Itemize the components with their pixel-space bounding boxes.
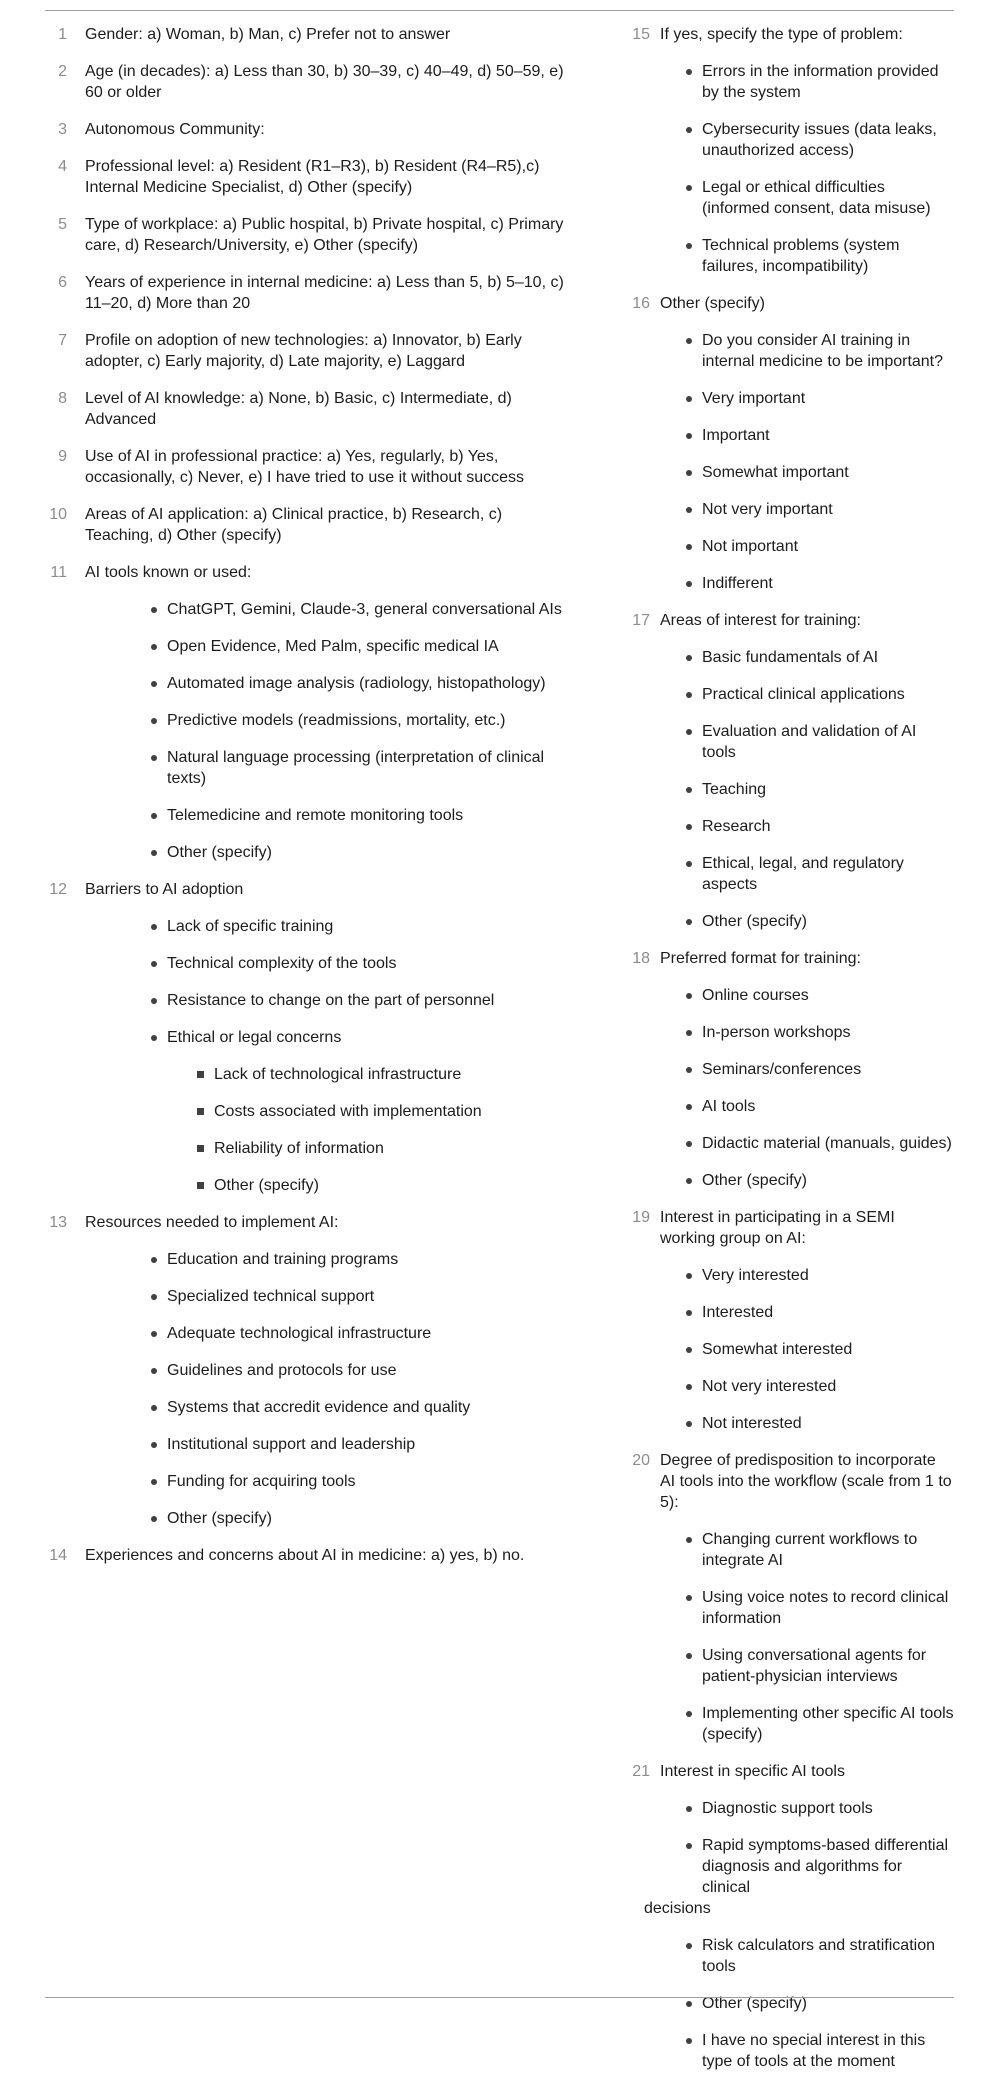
question-text: Other (specify) xyxy=(660,295,765,312)
bullet-item xyxy=(45,1138,630,1159)
bullet-text: In-person workshops xyxy=(702,1024,851,1041)
bullet-dot-icon xyxy=(151,1368,157,1374)
bullet-item xyxy=(630,119,954,161)
bullet-text: Guidelines and protocols for use xyxy=(167,1362,397,1379)
bullet-dot-icon xyxy=(686,507,692,513)
bullet-item xyxy=(630,1265,954,1286)
bullet-text: Risk calculators and stratification tools xyxy=(702,1937,935,1975)
bullet-dot-icon xyxy=(151,607,157,613)
bullet-item xyxy=(45,1027,630,1048)
bullet-item xyxy=(45,1508,630,1529)
bullet-dot-icon xyxy=(686,1943,692,1949)
bullet-text: Ethical or legal concerns xyxy=(167,1029,342,1046)
bullet-item xyxy=(45,599,630,620)
bullet-item xyxy=(45,1064,630,1085)
bullet-dot-icon xyxy=(686,1030,692,1036)
question-text: Years of experience in internal medicine: a) Less than 5, b) 5–10, c) 11–20, d) More than 20 xyxy=(85,274,564,312)
question-item xyxy=(45,446,630,488)
bullet-item xyxy=(630,388,954,409)
bullet-dot-icon xyxy=(686,1806,692,1812)
bullet-text: Not interested xyxy=(702,1415,802,1432)
bullet-text: I have no special interest in this type of tools at the moment xyxy=(702,2032,926,2070)
bullet-text: Other (specify) xyxy=(702,1995,807,2012)
bullet-text: Very important xyxy=(702,390,806,407)
question-number: 8 xyxy=(58,390,67,407)
question-text: Areas of AI application: a) Clinical practice, b) Research, c) Teaching, d) Other (specify) xyxy=(85,506,503,544)
bullet-text: Research xyxy=(702,818,771,835)
bullet-item xyxy=(630,1302,954,1323)
question xyxy=(45,156,630,198)
bullet-text: Not very important xyxy=(702,501,833,518)
bullet-item xyxy=(630,330,954,372)
bullet-item xyxy=(45,1397,630,1418)
question-text: Age (in decades): a) Less than 30, b) 30–39, c) 40–49, d) 50–59, e) 60 or older xyxy=(85,63,564,101)
bullet-item xyxy=(45,1286,630,1307)
question-item xyxy=(630,948,954,1191)
bullet-square-icon xyxy=(197,1182,204,1189)
bullet-text: AI tools xyxy=(702,1098,756,1115)
bullet-dot-icon xyxy=(151,1405,157,1411)
question-number: 2 xyxy=(58,63,67,80)
bullet-text: Other (specify) xyxy=(214,1177,319,1194)
question-text: If yes, specify the type of problem: xyxy=(660,26,903,43)
column-left xyxy=(45,24,630,1582)
question xyxy=(45,504,630,546)
bullet-text: Lack of technological infrastructure xyxy=(214,1066,462,1083)
bullet-dot-icon xyxy=(686,396,692,402)
bullet-dot-icon xyxy=(686,861,692,867)
bullet-text: Using conversational agents for patient-physician interviews xyxy=(702,1647,927,1685)
bullet-dot-icon xyxy=(151,998,157,1004)
bullet-item xyxy=(630,1133,954,1154)
question-number: 11 xyxy=(50,564,67,581)
bullet-dot-icon xyxy=(686,1537,692,1543)
bullet-item xyxy=(630,911,954,932)
bullet-text: Online courses xyxy=(702,987,809,1004)
bullet-dot-icon xyxy=(151,1516,157,1522)
bullet-item xyxy=(630,1170,954,1191)
bullet-text: Changing current workflows to integrate AI xyxy=(702,1531,918,1569)
bullet-item xyxy=(630,1798,954,1819)
bullet-item xyxy=(45,1249,630,1270)
bullet-item xyxy=(630,1096,954,1117)
bullet-text: Other (specify) xyxy=(702,913,807,930)
bullet-item xyxy=(45,805,630,826)
bullet-text: Not very interested xyxy=(702,1378,837,1395)
bullet-item xyxy=(45,747,630,789)
question-item xyxy=(45,24,630,45)
question-item xyxy=(630,293,954,594)
bullet-item xyxy=(45,710,630,731)
bullet-text: Basic fundamentals of AI xyxy=(702,649,879,666)
question-number: 1 xyxy=(58,26,67,43)
question-text: Gender: a) Woman, b) Man, c) Prefer not to answer xyxy=(85,26,451,43)
question-text: Use of AI in professional practice: a) Yes, regularly, b) Yes, occasionally, c) Never, e) I have tried to use it without success xyxy=(85,448,525,486)
bullet-item xyxy=(45,1360,630,1381)
bullet-item xyxy=(630,61,954,103)
bullet-dot-icon xyxy=(686,470,692,476)
bullet-item xyxy=(630,1645,954,1687)
bullet-text: Adequate technological infrastructure xyxy=(167,1325,432,1342)
question xyxy=(45,24,630,45)
question-text: Experiences and concerns about AI in medicine: a) yes, b) no. xyxy=(85,1547,525,1564)
bullet-text: Implementing other specific AI tools (specify) xyxy=(702,1705,954,1743)
bullet-item xyxy=(45,1434,630,1455)
question-item xyxy=(45,388,630,430)
bullet-text: Technical complexity of the tools xyxy=(167,955,397,972)
question xyxy=(45,1212,630,1233)
bullet-text: Somewhat interested xyxy=(702,1341,853,1358)
bullet-dot-icon xyxy=(151,924,157,930)
bullet-dot-icon xyxy=(686,1310,692,1316)
question-text: Barriers to AI adoption xyxy=(85,881,244,898)
bullet-dot-icon xyxy=(686,993,692,999)
question-number: 20 xyxy=(632,1452,650,1469)
bullet-text: Practical clinical applications xyxy=(702,686,905,703)
bullet-text: Funding for acquiring tools xyxy=(167,1473,356,1490)
question-item xyxy=(45,214,630,256)
bullet-dot-icon xyxy=(686,1067,692,1073)
question-item xyxy=(45,1212,630,1529)
question-number: 10 xyxy=(49,506,67,523)
bullet-dot-icon xyxy=(686,544,692,550)
question-number: 16 xyxy=(632,295,650,312)
bullet-text: Specialized technical support xyxy=(167,1288,375,1305)
question-item xyxy=(45,1545,630,1566)
bullet-item xyxy=(630,1413,954,1434)
question-text: Areas of interest for training: xyxy=(660,612,861,629)
question xyxy=(630,1761,954,1782)
bullet-text: Other (specify) xyxy=(702,1172,807,1189)
bullet-text: Errors in the information provided by the system xyxy=(702,63,939,101)
bullet-text: Indifferent xyxy=(702,575,773,592)
bullet-text: Other (specify) xyxy=(167,1510,272,1527)
bullet-item xyxy=(630,1339,954,1360)
question-text: AI tools known or used: xyxy=(85,564,252,581)
bullet-item xyxy=(630,536,954,557)
bullet-text: Didactic material (manuals, guides) xyxy=(702,1135,952,1152)
bullet-dot-icon xyxy=(686,1595,692,1601)
bullet-square-icon xyxy=(197,1108,204,1115)
bullet-dot-icon xyxy=(151,681,157,687)
bullet-text: Not important xyxy=(702,538,799,555)
question xyxy=(45,61,630,103)
bullet-dot-icon xyxy=(686,127,692,133)
bullet-text: Do you consider AI training in internal medicine to be important? xyxy=(702,332,944,370)
bullet-item xyxy=(630,1935,954,1977)
bullet-text xyxy=(644,1835,954,1919)
bullet-dot-icon xyxy=(686,1273,692,1279)
question-text: Degree of predisposition to incorporate AI tools into the workflow (scale from 1 to 5): xyxy=(660,1452,952,1511)
question xyxy=(45,562,630,583)
question-number: 3 xyxy=(58,121,67,138)
bullet-dot-icon xyxy=(151,961,157,967)
bullet-text: Resistance to change on the part of personnel xyxy=(167,992,495,1009)
bullet-dot-icon xyxy=(686,824,692,830)
question-item xyxy=(45,504,630,546)
bullet-item xyxy=(630,2030,954,2072)
bullet-text: Very interested xyxy=(702,1267,809,1284)
bullet-dot-icon xyxy=(151,1035,157,1041)
bullet-text: Teaching xyxy=(702,781,767,798)
question-number: 21 xyxy=(632,1763,650,1780)
bullet-item xyxy=(630,573,954,594)
bullet-text: Open Evidence, Med Palm, specific medical IA xyxy=(167,638,499,655)
bullet-dot-icon xyxy=(686,1178,692,1184)
question-item xyxy=(630,1761,954,2072)
bullet-item xyxy=(45,1101,630,1122)
question xyxy=(630,1207,954,1249)
question-number: 13 xyxy=(49,1214,67,1231)
bullet-item xyxy=(45,953,630,974)
bullet-item xyxy=(630,1529,954,1571)
bullet-dot-icon xyxy=(686,581,692,587)
bullet-dot-icon xyxy=(686,1711,692,1717)
bullet-item xyxy=(630,1376,954,1397)
bullet-dot-icon xyxy=(686,1141,692,1147)
question xyxy=(630,948,954,969)
bullet-text-line: Rapid symptoms-based differential xyxy=(702,1837,949,1854)
top-rule xyxy=(45,10,954,11)
bullet-item xyxy=(630,235,954,277)
question-text: Type of workplace: a) Public hospital, b) Private hospital, c) Primary care, d) Research/University, e) Other (specify) xyxy=(85,216,564,254)
question-text: Preferred format for training: xyxy=(660,950,861,967)
bullet-dot-icon xyxy=(151,813,157,819)
question-number: 18 xyxy=(632,950,650,967)
question xyxy=(45,1545,630,1566)
question-text: Resources needed to implement AI: xyxy=(85,1214,339,1231)
bullet-item xyxy=(630,1059,954,1080)
bullet-dot-icon xyxy=(686,2038,692,2044)
bullet-item xyxy=(630,684,954,705)
question-number: 6 xyxy=(58,274,67,291)
question-item xyxy=(630,1450,954,1745)
bullet-dot-icon xyxy=(686,2001,692,2007)
question-item xyxy=(45,61,630,103)
bullet-square-icon xyxy=(197,1145,204,1152)
bullet-item xyxy=(630,985,954,1006)
question-number: 14 xyxy=(49,1547,67,1564)
bullet-text: Using voice notes to record clinical information xyxy=(702,1589,949,1627)
bullet-text: Costs associated with implementation xyxy=(214,1103,482,1120)
bullet-item xyxy=(630,1022,954,1043)
question-item xyxy=(45,562,630,863)
bullet-text: Seminars/conferences xyxy=(702,1061,862,1078)
bullet-item xyxy=(630,177,954,219)
bullet-dot-icon xyxy=(151,1442,157,1448)
question-item xyxy=(630,610,954,932)
bullet-text: Somewhat important xyxy=(702,464,849,481)
bullet-dot-icon xyxy=(686,433,692,439)
bullet-item xyxy=(630,462,954,483)
question-item xyxy=(45,156,630,198)
bullet-text: Legal or ethical difficulties (informed consent, data misuse) xyxy=(702,179,931,217)
bullet-text: Lack of specific training xyxy=(167,918,334,935)
question-text: Interest in specific AI tools xyxy=(660,1763,845,1780)
bullet-item xyxy=(45,990,630,1011)
bullet-dot-icon xyxy=(686,787,692,793)
bullet-text: Education and training programs xyxy=(167,1251,399,1268)
bullet-item xyxy=(45,1323,630,1344)
bullet-item xyxy=(45,636,630,657)
bullet-dot-icon xyxy=(151,644,157,650)
question-item xyxy=(45,119,630,140)
bullet-dot-icon xyxy=(686,729,692,735)
bullet-text: Other (specify) xyxy=(167,844,272,861)
bullet-item xyxy=(45,1471,630,1492)
bullet-item xyxy=(630,816,954,837)
question xyxy=(45,119,630,140)
bullet-item xyxy=(45,916,630,937)
question-number: 17 xyxy=(632,612,650,629)
questionnaire-columns xyxy=(45,24,954,2088)
bullet-item xyxy=(630,853,954,895)
question-item xyxy=(45,879,630,1196)
bullet-dot-icon xyxy=(151,1331,157,1337)
bullet-item xyxy=(45,673,630,694)
bullet-item xyxy=(45,1175,630,1196)
question-number: 12 xyxy=(49,881,67,898)
question-number: 5 xyxy=(58,216,67,233)
bullet-dot-icon xyxy=(686,185,692,191)
question xyxy=(630,610,954,631)
bullet-text: Important xyxy=(702,427,770,444)
bullet-item xyxy=(630,721,954,763)
bullet-text: Predictive models (readmissions, mortality, etc.) xyxy=(167,712,506,729)
question-text: Autonomous Community: xyxy=(85,121,265,138)
bullet-text: Natural language processing (interpretation of clinical texts) xyxy=(167,749,545,787)
bullet-text: Cybersecurity issues (data leaks, unauthorized access) xyxy=(702,121,937,159)
column-right xyxy=(630,24,954,2088)
question-text: Level of AI knowledge: a) None, b) Basic, c) Intermediate, d) Advanced xyxy=(85,390,512,428)
question-number: 7 xyxy=(58,332,67,349)
bullet-dot-icon xyxy=(686,1384,692,1390)
bullet-dot-icon xyxy=(151,1479,157,1485)
question-text: Profile on adoption of new technologies: a) Innovator, b) Early adopter, c) Early majority, d) Late majority, e) Laggard xyxy=(85,332,522,370)
bullet-text: Automated image analysis (radiology, histopathology) xyxy=(167,675,546,692)
question-number: 15 xyxy=(632,26,650,43)
bullet-dot-icon xyxy=(151,850,157,856)
question xyxy=(45,879,630,900)
bullet-dot-icon xyxy=(686,1104,692,1110)
bullet-item xyxy=(630,425,954,446)
bullet-text: Diagnostic support tools xyxy=(702,1800,873,1817)
bullet-item xyxy=(630,647,954,668)
bullet-dot-icon xyxy=(686,1347,692,1353)
bullet-dot-icon xyxy=(151,718,157,724)
bullet-text: Reliability of information xyxy=(214,1140,384,1157)
bullet-dot-icon xyxy=(686,1421,692,1427)
bullet-square-icon xyxy=(197,1071,204,1078)
bullet-dot-icon xyxy=(151,1257,157,1263)
question xyxy=(630,24,954,45)
bullet-text: Ethical, legal, and regulatory aspects xyxy=(702,855,904,893)
bullet-dot-icon xyxy=(686,243,692,249)
bullet-text-line: decisions xyxy=(644,1900,711,1917)
question xyxy=(45,330,630,372)
bullet-text-line: diagnosis and algorithms for clinical xyxy=(702,1858,903,1896)
bullet-dot-icon xyxy=(686,1843,692,1849)
question-number: 4 xyxy=(58,158,67,175)
question-text: Professional level: a) Resident (R1–R3), b) Resident (R4–R5),c) Internal Medicine Specialist, d) Other (specify) xyxy=(85,158,540,196)
bullet-text: Institutional support and leadership xyxy=(167,1436,416,1453)
question xyxy=(630,293,954,314)
bullet-item xyxy=(630,1835,954,1919)
bullet-dot-icon xyxy=(686,692,692,698)
question xyxy=(630,1450,954,1513)
bullet-text: Evaluation and validation of AI tools xyxy=(702,723,917,761)
bullet-item xyxy=(630,1703,954,1745)
question xyxy=(45,214,630,256)
question-item xyxy=(45,272,630,314)
bullet-dot-icon xyxy=(686,338,692,344)
question-item xyxy=(630,24,954,277)
bullet-text: Systems that accredit evidence and quality xyxy=(167,1399,471,1416)
question-item xyxy=(630,1207,954,1434)
bullet-text: ChatGPT, Gemini, Claude-3, general conversational AIs xyxy=(167,601,562,618)
bullet-text: Interested xyxy=(702,1304,774,1321)
bullet-text: Technical problems (system failures, incompatibility) xyxy=(702,237,900,275)
question-number: 9 xyxy=(58,448,67,465)
bullet-item xyxy=(630,499,954,520)
bullet-item xyxy=(45,842,630,863)
question-number: 19 xyxy=(632,1209,650,1226)
question xyxy=(45,388,630,430)
bullet-dot-icon xyxy=(686,1653,692,1659)
bullet-dot-icon xyxy=(686,919,692,925)
bottom-rule xyxy=(45,1997,954,1998)
question xyxy=(45,446,630,488)
bullet-dot-icon xyxy=(686,69,692,75)
bullet-dot-icon xyxy=(151,755,157,761)
bullet-text: Telemedicine and remote monitoring tools xyxy=(167,807,464,824)
bullet-item xyxy=(630,779,954,800)
question xyxy=(45,272,630,314)
bullet-dot-icon xyxy=(151,1294,157,1300)
bullet-dot-icon xyxy=(686,655,692,661)
question-text: Interest in participating in a SEMI working group on AI: xyxy=(660,1209,895,1247)
question-item xyxy=(45,330,630,372)
bullet-item xyxy=(630,1587,954,1629)
